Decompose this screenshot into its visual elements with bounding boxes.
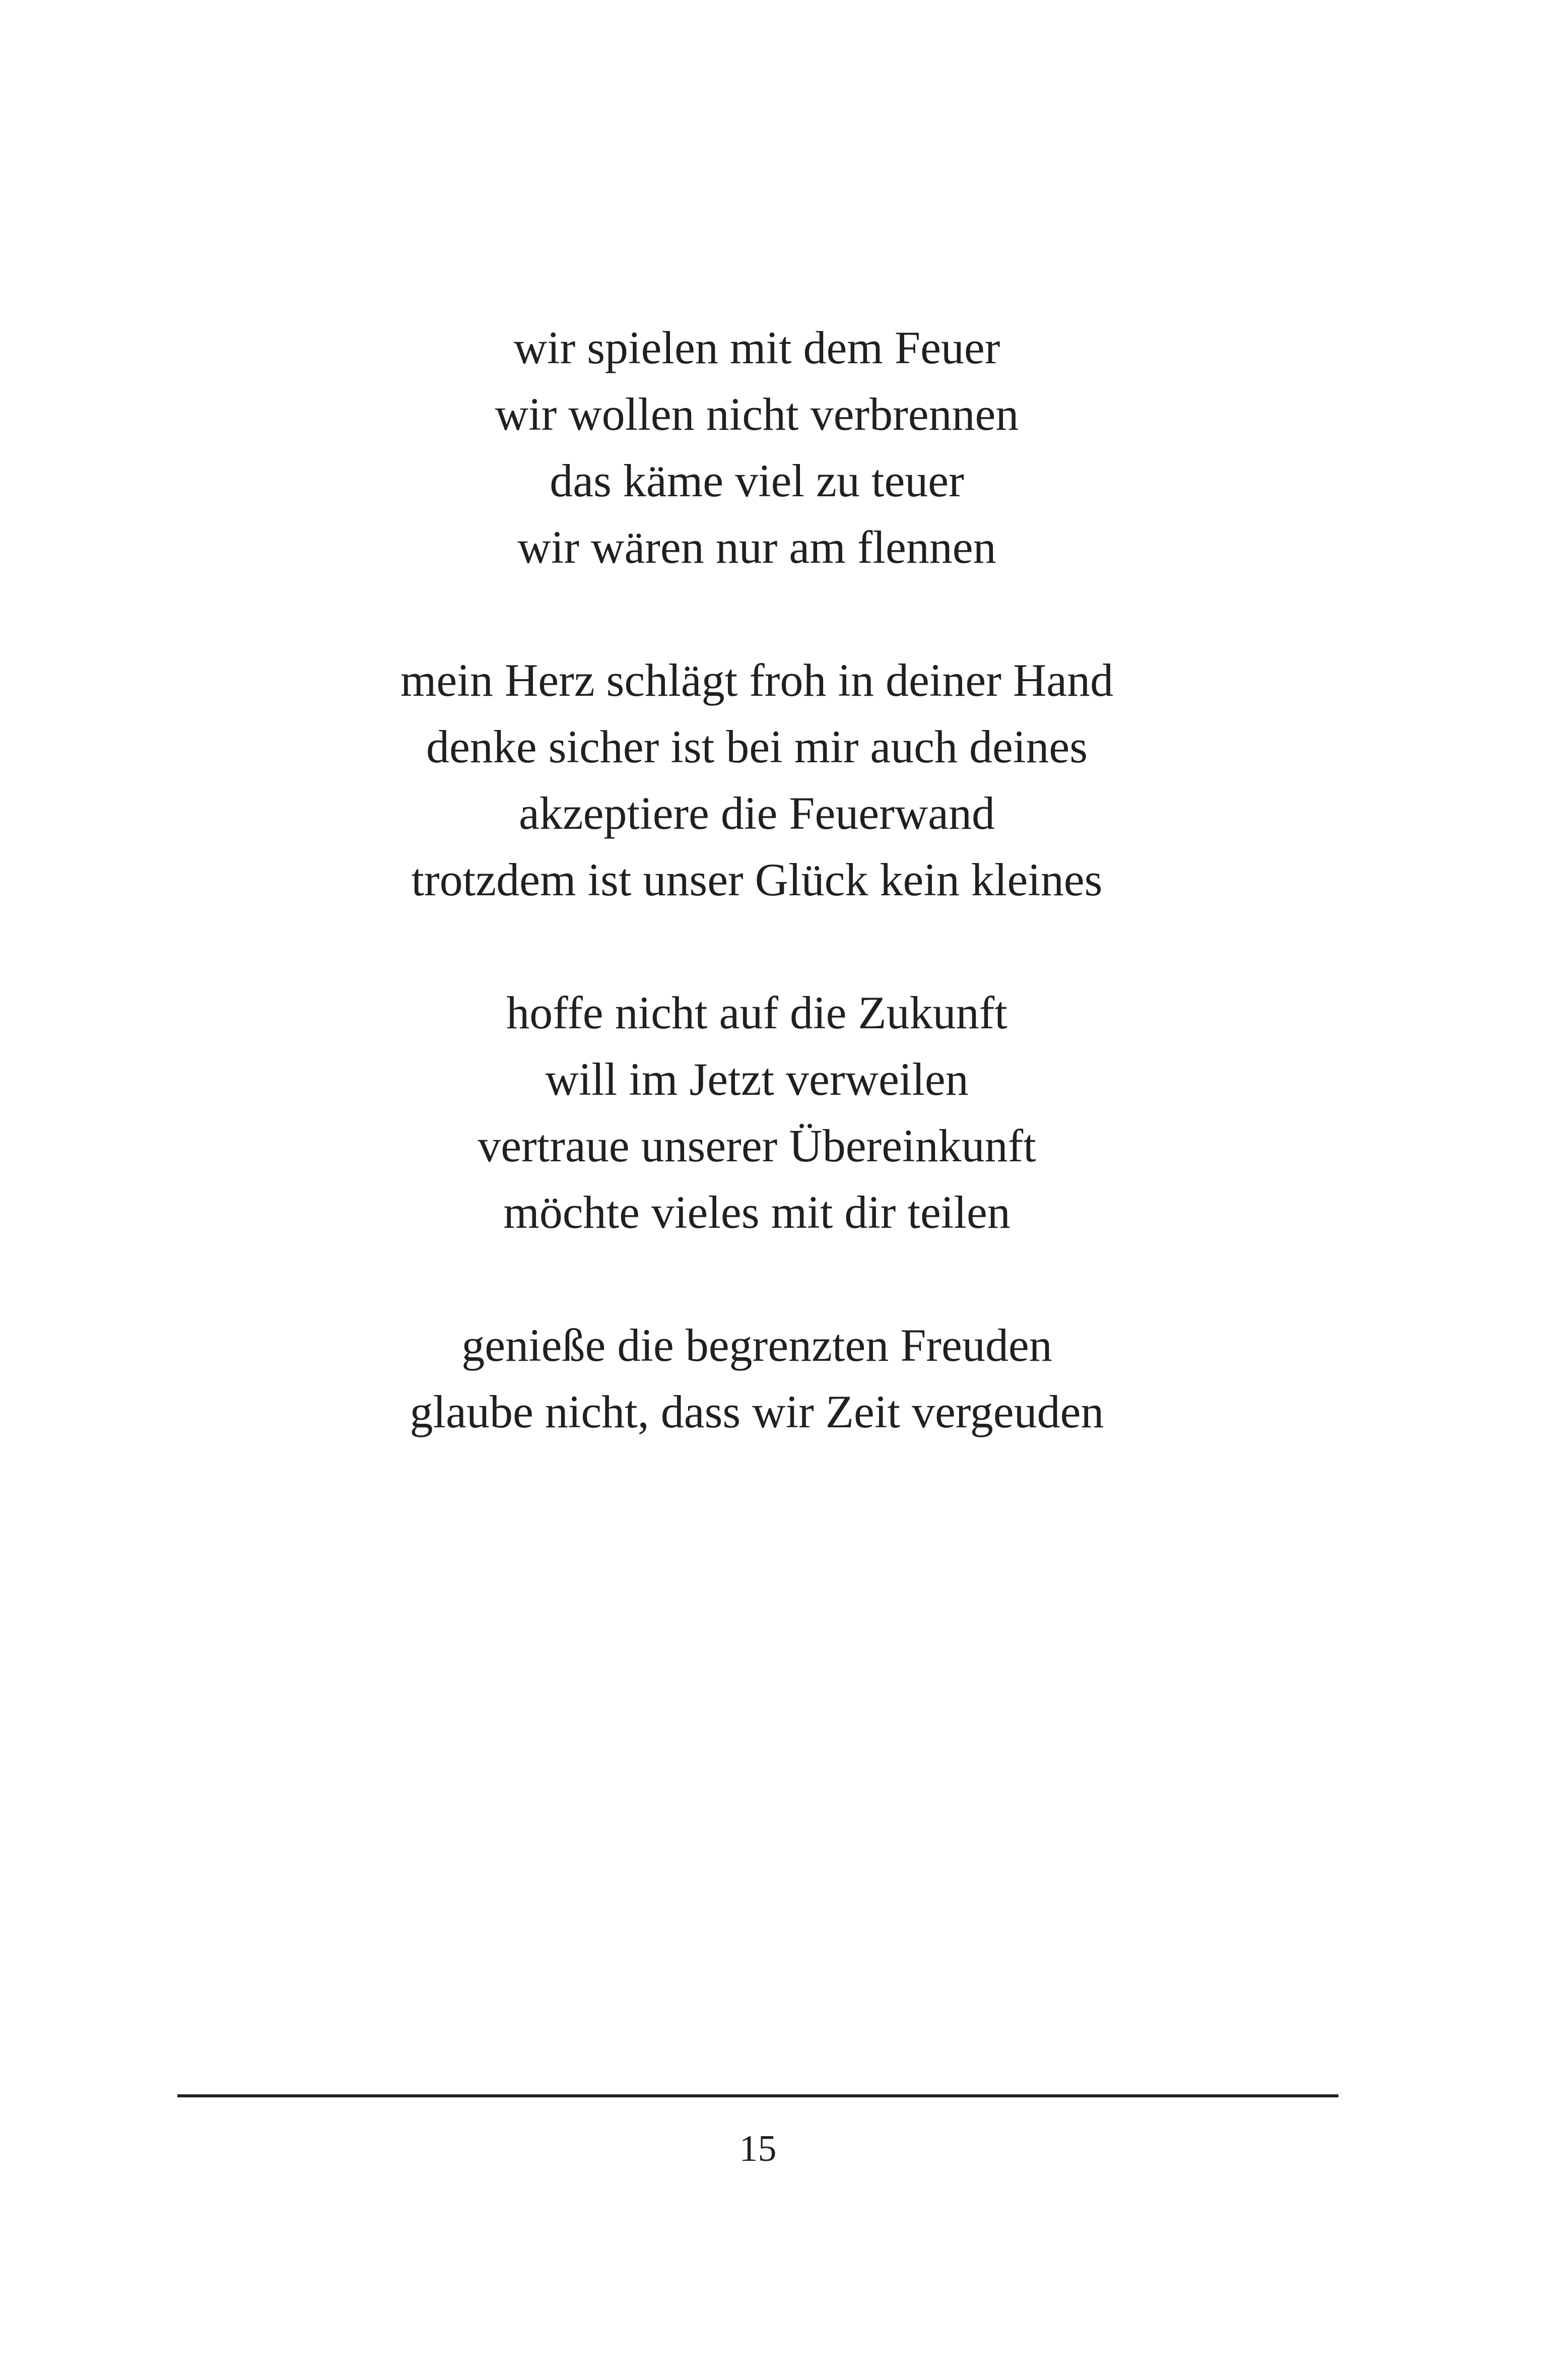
poem-line: mein Herz schlägt froh in deiner Hand — [400, 654, 1114, 706]
poem-line: wir wären nur am flennen — [517, 521, 996, 573]
poem-line: wir wollen nicht verbrennen — [495, 388, 1019, 440]
poem-line: das käme viel zu teuer — [550, 455, 964, 506]
page-number: 15 — [739, 2128, 777, 2169]
stanza-2 — [0, 647, 1514, 913]
stanza-4 — [0, 1312, 1514, 1445]
poem-line: glaube nicht, dass wir Zeit vergeuden — [410, 1386, 1104, 1437]
poem-line: akzeptiere die Feuerwand — [518, 787, 995, 839]
poem-line: genieße die begrenzten Freuden — [461, 1319, 1052, 1371]
poem-line: trotzdem ist unser Glück kein kleines — [411, 854, 1103, 905]
poem-line: denke sicher ist bei mir auch deines — [426, 721, 1088, 772]
poem-line: hoffe nicht auf die Zukunft — [506, 987, 1007, 1038]
poem-line: will im Jetzt verweilen — [545, 1053, 969, 1105]
stanza-3 — [0, 979, 1514, 1245]
footer-divider — [177, 2094, 1338, 2097]
poem-line: möchte vieles mit dir teilen — [503, 1186, 1011, 1238]
poem-line: vertraue unserer Übereinkunft — [478, 1120, 1036, 1171]
stanza-1 — [0, 314, 1514, 580]
poem-line: wir spielen mit dem Feuer — [513, 322, 1000, 373]
poem — [0, 314, 1514, 1511]
